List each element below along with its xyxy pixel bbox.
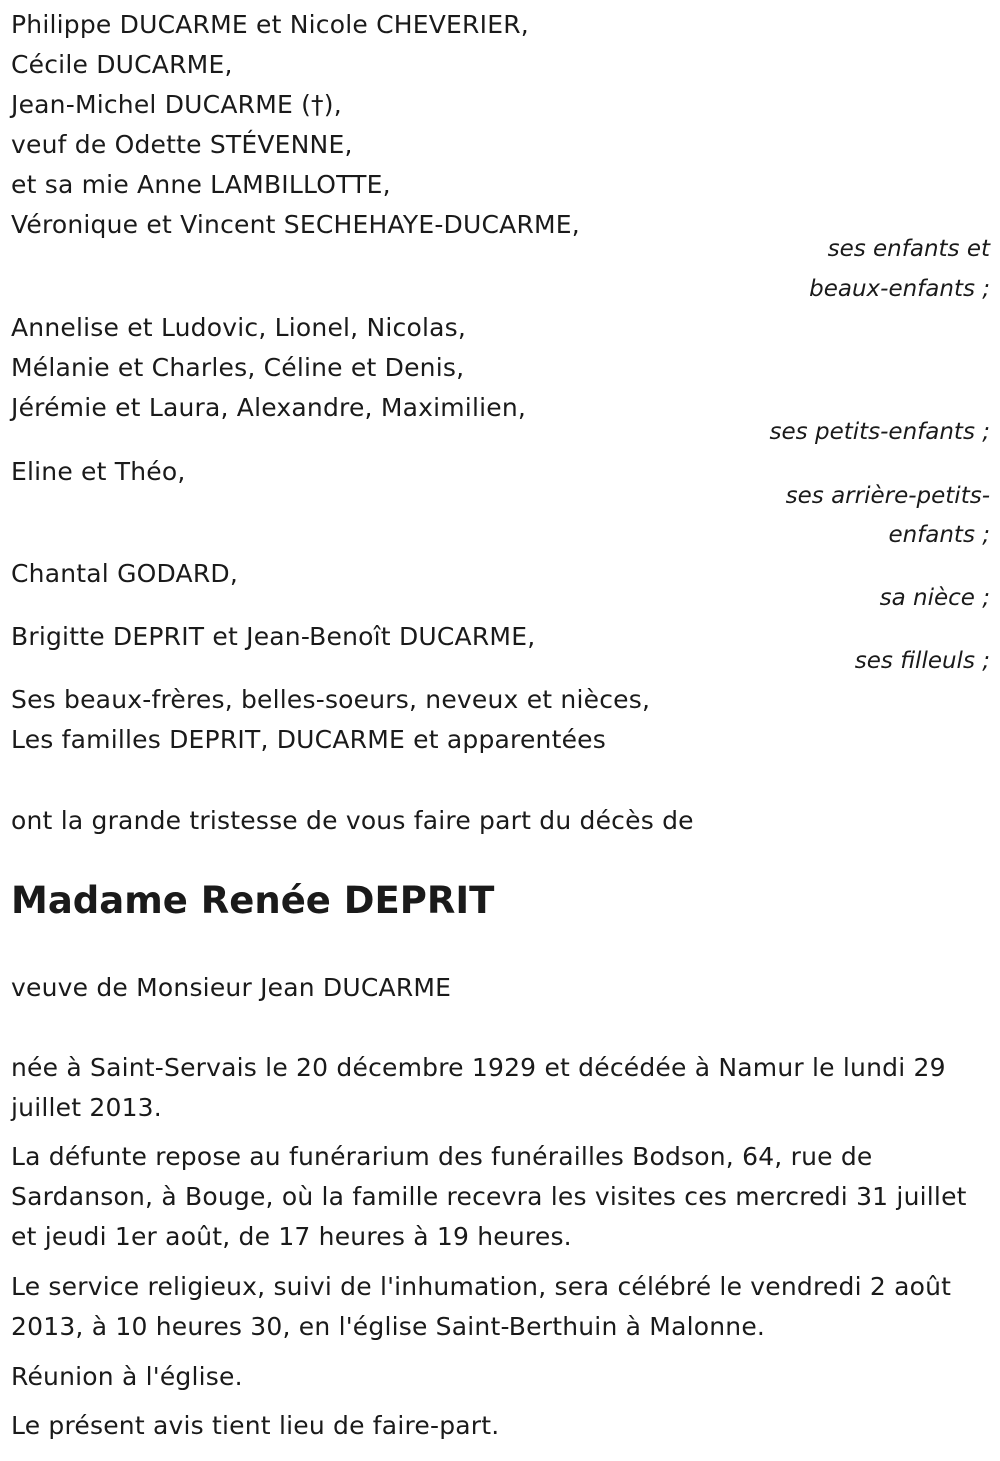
- announcement-text: ont la grande tristesse de vous faire part du décès de: [11, 806, 694, 835]
- relationship-label: enfants ;: [888, 522, 990, 548]
- family-line: et sa mie Anne LAMBILLOTTE,: [11, 170, 391, 199]
- family-line: Mélanie et Charles, Céline et Denis,: [11, 353, 465, 382]
- family-line: Ses beaux-frères, belles-soeurs, neveux et nièces,: [11, 685, 651, 714]
- relationship-label: sa nièce ;: [879, 585, 990, 611]
- family-line: Annelise et Ludovic, Lionel, Nicolas,: [11, 313, 466, 342]
- family-line: Jean-Michel DUCARME (†),: [11, 90, 342, 119]
- family-line: Jérémie et Laura, Alexandre, Maximilien,: [11, 393, 527, 422]
- family-line: Cécile DUCARME,: [11, 50, 233, 79]
- family-line: Les familles DEPRIT, DUCARME et apparentées: [11, 725, 606, 754]
- relationship-label: ses arrière-petits-: [785, 483, 990, 509]
- relationship-label: ses enfants et: [827, 236, 990, 262]
- service-paragraph: Le service religieux, suivi de l'inhumation, sera célébré le vendredi 2 août 2013, à 10 heures 30, en l'église Saint-Berthuin à Malonne.: [11, 1272, 952, 1341]
- relationship-label: ses petits-enfants ;: [769, 419, 990, 445]
- family-line: Chantal GODARD,: [11, 559, 239, 588]
- family-line: Véronique et Vincent SECHEHAYE-DUCARME,: [11, 210, 580, 239]
- family-line: Philippe DUCARME et Nicole CHEVERIER,: [11, 10, 529, 39]
- deceased-name: Madame Renée DEPRIT: [11, 879, 495, 922]
- visitation-paragraph: La défunte repose au funérarium des funérailles Bodson, 64, rue de Sardanson, à Bouge, où la famille recevra les visites ces mercredi 31 juillet et jeudi 1er août, de 17 heures à 19 heures.: [11, 1142, 967, 1251]
- family-line: Brigitte DEPRIT et Jean-Benoît DUCARME,: [11, 622, 536, 651]
- birth-death-paragraph: née à Saint-Servais le 20 décembre 1929 et décédée à Namur le lundi 29 juillet 2013.: [11, 1053, 946, 1122]
- relationship-label: beaux-enfants ;: [809, 276, 990, 302]
- family-line: Eline et Théo,: [11, 457, 186, 486]
- family-line: veuf de Odette STÉVENNE,: [11, 130, 353, 159]
- relationship-label: ses filleuls ;: [854, 648, 990, 674]
- notice-paragraph: Le présent avis tient lieu de faire-part.: [11, 1411, 500, 1440]
- meeting-paragraph: Réunion à l'église.: [11, 1362, 243, 1391]
- widow-of-text: veuve de Monsieur Jean DUCARME: [11, 973, 452, 1002]
